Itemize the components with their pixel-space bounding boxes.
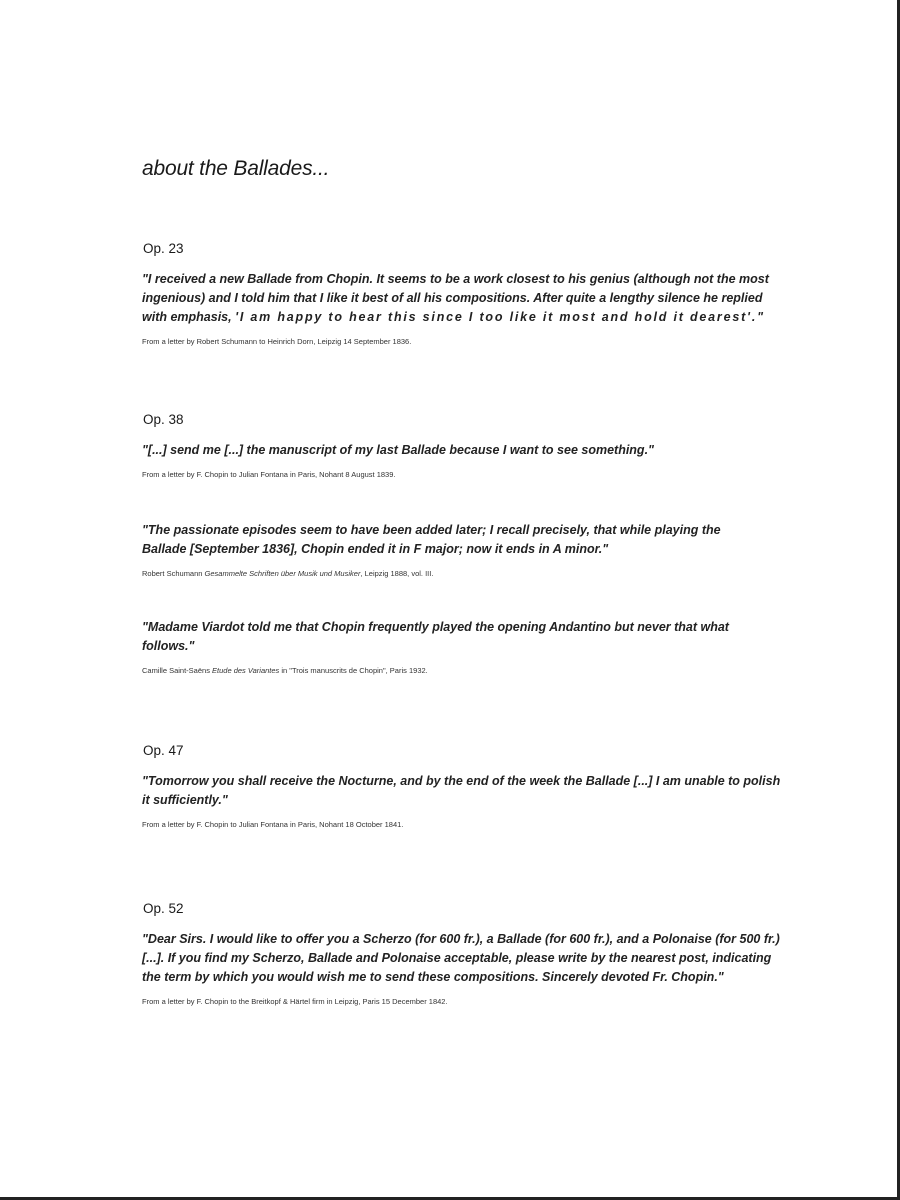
section-op52 [142,901,792,1006]
section-op38 [142,412,792,675]
quote-entry [142,441,792,479]
source-citation: Robert Schumann Gesammelte Schriften über Musik und Musiker, Leipzig 1888, vol. III. [142,569,434,578]
source-citation: From a letter by F. Chopin to Julian Fontana in Paris, Nohant 8 August 1839. [142,470,396,479]
source-citation: From a letter by Robert Schumann to Heinrich Dorn, Leipzig 14 September 1836. [142,337,412,346]
opus-heading: Op. 47 [143,743,184,758]
source-citation: From a letter by F. Chopin to Julian Fontana in Paris, Nohant 18 October 1841. [142,820,404,829]
section-op23 [142,241,792,346]
quote: "The passionate episodes seem to have been added later; I recall precisely, that while playing the Ballade [September 1836], Chopin ended it in F major; now it ends in A minor." [142,523,721,556]
quote-entry [142,521,792,578]
quote: "Dear Sirs. I would like to offer you a Scherzo (for 600 fr.), a Ballade (for 600 fr.), and a Polonaise (for 500 fr.) [...]. If you find my Scherzo, Ballade and Polonaise acceptable, please write by the nearest post, indicating the term by which you would wish me to send these compositions. Sincerely devoted Fr. Chopin." [142,932,780,984]
quote-entry [142,618,792,675]
source-citation: From a letter by F. Chopin to the Breitkopf & Härtel firm in Leipzig, Paris 15 December 1842. [142,997,448,1006]
quote: "Madame Viardot told me that Chopin frequently played the opening Andantino but never that what follows." [142,620,729,653]
quote: "[...] send me [...] the manuscript of my last Ballade because I want to see something." [142,443,654,457]
quote: "I received a new Ballade from Chopin. It seems to be a work closest to his genius (although not the most ingenious) and I told him that I like it best of all his compositions. After quite a lengthy silence he replied with emphasis, 'I am happy to hear this since I too like it most and hold it dearest'." [142,272,769,324]
document-content [142,157,792,1006]
opus-heading: Op. 23 [143,241,184,256]
quote: "Tomorrow you shall receive the Nocturne, and by the end of the week the Ballade [...] I am unable to polish it sufficiently." [142,774,781,807]
page-title: about the Ballades... [142,157,330,180]
section-op47 [142,743,792,829]
opus-heading: Op. 52 [143,901,184,916]
opus-heading: Op. 38 [143,412,184,427]
source-citation: Camille Saint-Saëns Etude des Variantes in "Trois manuscrits de Chopin", Paris 1932. [142,666,428,675]
quote-emphasis: 'I am happy to hear this since I too like it most and hold it dearest'. [235,310,758,324]
